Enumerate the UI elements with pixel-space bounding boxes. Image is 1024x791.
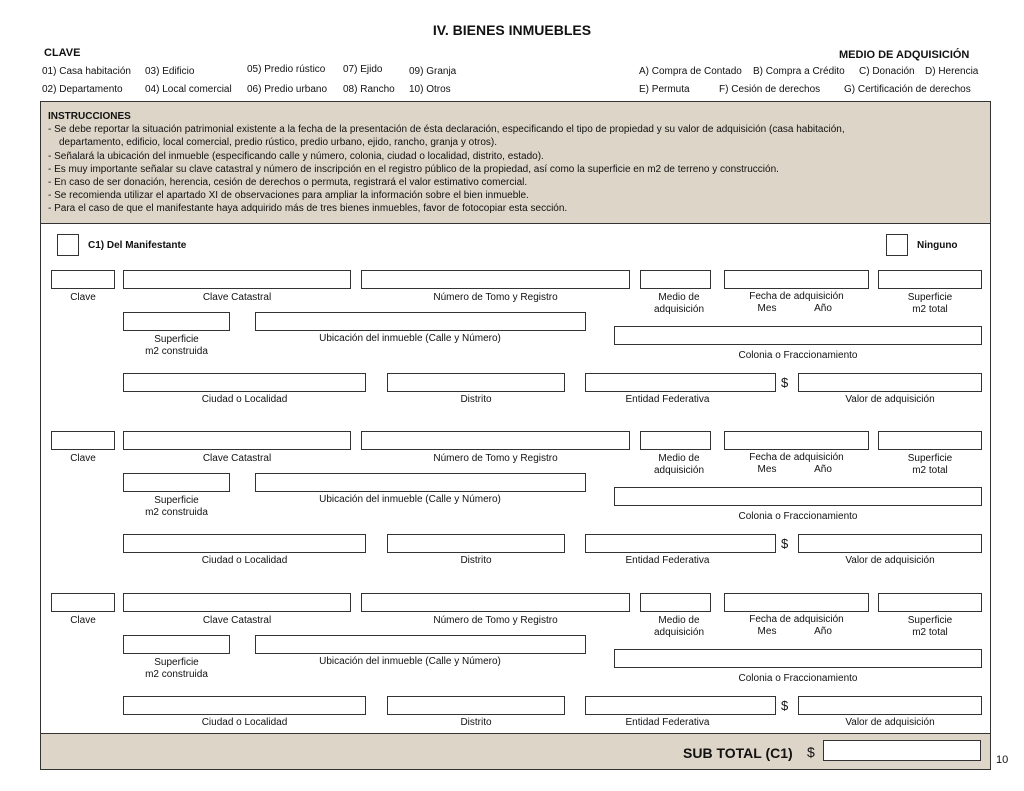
- instruction-line: - Se recomienda utilizar el apartado XI de observaciones para ampliar la información sobre el bien inmueble.: [48, 190, 529, 202]
- tomo-registro-field[interactable]: [361, 593, 630, 612]
- clave-code: 05) Predio rústico: [247, 64, 326, 75]
- entidad-field[interactable]: [585, 534, 776, 553]
- clave-catastral-label: Clave Catastral: [202, 292, 272, 303]
- subtotal-label: SUB TOTAL (C1): [683, 745, 793, 761]
- currency-symbol: $: [781, 698, 789, 713]
- mes-label: Mes: [757, 464, 777, 475]
- colonia-field[interactable]: [614, 326, 982, 345]
- distrito-label: Distrito: [460, 555, 492, 566]
- tomo-registro-label: Número de Tomo y Registro: [433, 615, 558, 626]
- superficie-total-label: Superficie: [907, 453, 953, 464]
- clave-field[interactable]: [51, 270, 115, 289]
- tomo-registro-label: Número de Tomo y Registro: [433, 292, 558, 303]
- instruction-line: - Señalará la ubicación del inmueble (especificando calle y número, colonia, ciudad o localidad, distrito, estado).: [48, 150, 544, 162]
- ninguno-checkbox[interactable]: [886, 234, 908, 256]
- clave-label: Clave: [70, 453, 96, 464]
- clave-catastral-field[interactable]: [123, 593, 351, 612]
- ciudad-field[interactable]: [123, 534, 366, 553]
- superficie-total-label: m2 total: [912, 465, 948, 476]
- superficie-construida-label: Superficie: [154, 495, 199, 506]
- colonia-label: Colonia o Fraccionamiento: [738, 350, 858, 361]
- clave-code: 03) Edificio: [145, 66, 195, 77]
- colonia-field[interactable]: [614, 487, 982, 506]
- medio-field[interactable]: [640, 270, 711, 289]
- fecha-field[interactable]: [724, 593, 869, 612]
- entidad-field[interactable]: [585, 373, 776, 392]
- medio-code: C) Donación: [859, 66, 915, 77]
- colonia-label: Colonia o Fraccionamiento: [738, 673, 858, 684]
- fecha-label: Fecha de adquisición: [749, 614, 844, 625]
- fecha-label: Fecha de adquisición: [749, 452, 844, 463]
- clave-code: 09) Granja: [409, 66, 457, 77]
- clave-catastral-label: Clave Catastral: [202, 453, 272, 464]
- clave-field[interactable]: [51, 593, 115, 612]
- clave-field[interactable]: [51, 431, 115, 450]
- medio-label: adquisición: [653, 465, 705, 476]
- instruction-line: departamento, edificio, local comercial, predio rústico, predio urbano, ejido, rancho, granja y otros).: [59, 137, 498, 149]
- colonia-label: Colonia o Fraccionamiento: [738, 511, 858, 522]
- ciudad-label: Ciudad o Localidad: [201, 394, 288, 405]
- entidad-label: Entidad Federativa: [625, 394, 710, 405]
- medio-code: A) Compra de Contado: [639, 66, 742, 77]
- medio-field[interactable]: [640, 431, 711, 450]
- valor-field[interactable]: [798, 696, 982, 715]
- medio-code: G) Certificación de derechos: [844, 84, 971, 95]
- instruction-line: - Para el caso de que el manifestante haya adquirido más de tres bienes inmuebles, favor de fotocopiar esta sección.: [48, 203, 568, 215]
- anio-label: Año: [814, 626, 832, 637]
- instructions-panel: [40, 101, 991, 224]
- currency-symbol: $: [781, 536, 789, 551]
- mes-label: Mes: [757, 626, 777, 637]
- ubicacion-label: Ubicación del inmueble (Calle y Número): [319, 494, 501, 505]
- tomo-registro-label: Número de Tomo y Registro: [433, 453, 558, 464]
- subtotal-currency: $: [807, 744, 815, 760]
- medio-label: Medio de: [658, 453, 700, 464]
- distrito-field[interactable]: [387, 534, 565, 553]
- valor-label: Valor de adquisición: [845, 717, 935, 728]
- distrito-label: Distrito: [460, 394, 492, 405]
- c1-label: C1) Del Manifestante: [88, 240, 187, 251]
- superficie-construida-label: Superficie: [154, 657, 199, 668]
- instruction-line: - Se debe reportar la situación patrimonial existente a la fecha de la presentación de ésta declaración, especificando el tipo de propiedad y su valor de adquisición (casa habitación,: [48, 124, 845, 136]
- tomo-registro-field[interactable]: [361, 431, 630, 450]
- clave-label: Clave: [70, 615, 96, 626]
- ciudad-label: Ciudad o Localidad: [201, 717, 288, 728]
- medio-label: adquisición: [653, 627, 705, 638]
- clave-code: 04) Local comercial: [145, 84, 232, 95]
- medio-code: E) Permuta: [639, 84, 690, 95]
- ubicacion-label: Ubicación del inmueble (Calle y Número): [319, 656, 501, 667]
- entidad-label: Entidad Federativa: [625, 555, 710, 566]
- superficie-construida-field[interactable]: [123, 312, 230, 331]
- ciudad-field[interactable]: [123, 696, 366, 715]
- valor-field[interactable]: [798, 373, 982, 392]
- mes-label: Mes: [757, 303, 777, 314]
- distrito-label: Distrito: [460, 717, 492, 728]
- superficie-construida-label: Superficie: [154, 334, 199, 345]
- clave-code: 10) Otros: [409, 84, 451, 95]
- medio-code: F) Cesión de derechos: [719, 84, 821, 95]
- anio-label: Año: [814, 464, 832, 475]
- fecha-label: Fecha de adquisición: [749, 291, 844, 302]
- clave-code: 01) Casa habitación: [42, 66, 131, 77]
- distrito-field[interactable]: [387, 373, 565, 392]
- entidad-label: Entidad Federativa: [625, 717, 710, 728]
- medio-label: Medio de: [658, 615, 700, 626]
- currency-symbol: $: [781, 375, 789, 390]
- distrito-field[interactable]: [387, 696, 565, 715]
- clave-catastral-label: Clave Catastral: [202, 615, 272, 626]
- superficie-construida-label: m2 construida: [145, 346, 208, 357]
- fecha-field[interactable]: [724, 270, 869, 289]
- section-title: IV. BIENES INMUEBLES: [432, 22, 592, 38]
- superficie-total-label: Superficie: [907, 292, 953, 303]
- ubicacion-field[interactable]: [255, 635, 586, 654]
- colonia-field[interactable]: [614, 649, 982, 668]
- medio-label: Medio de: [658, 292, 700, 303]
- c1-checkbox[interactable]: [57, 234, 79, 256]
- ubicacion-field[interactable]: [255, 473, 586, 492]
- valor-field[interactable]: [798, 534, 982, 553]
- superficie-total-field[interactable]: [878, 431, 982, 450]
- ubicacion-field[interactable]: [255, 312, 586, 331]
- superficie-total-field[interactable]: [878, 270, 982, 289]
- fecha-field[interactable]: [724, 431, 869, 450]
- instruction-line: - En caso de ser donación, herencia, cesión de derechos o permuta, registrará el valor estimativo comercial.: [48, 177, 528, 189]
- superficie-construida-label: m2 construida: [145, 507, 208, 518]
- superficie-total-label: m2 total: [912, 304, 948, 315]
- superficie-construida-label: m2 construida: [145, 669, 208, 680]
- clave-label: Clave: [70, 292, 96, 303]
- superficie-total-label: Superficie: [907, 615, 953, 626]
- ubicacion-label: Ubicación del inmueble (Calle y Número): [319, 333, 501, 344]
- superficie-construida-field[interactable]: [123, 635, 230, 654]
- clave-catastral-field[interactable]: [123, 431, 351, 450]
- clave-code: 02) Departamento: [42, 84, 123, 95]
- tomo-registro-field[interactable]: [361, 270, 630, 289]
- clave-catastral-field[interactable]: [123, 270, 351, 289]
- medio-code: D) Herencia: [925, 66, 979, 77]
- clave-code: 06) Predio urbano: [247, 84, 328, 95]
- instructions-heading: INSTRUCCIONES: [48, 111, 131, 122]
- valor-label: Valor de adquisición: [845, 394, 935, 405]
- medio-label: adquisición: [653, 304, 705, 315]
- anio-label: Año: [814, 303, 832, 314]
- valor-label: Valor de adquisición: [845, 555, 935, 566]
- clave-code: 07) Ejido: [343, 64, 383, 75]
- ninguno-label: Ninguno: [917, 240, 958, 251]
- clave-header: CLAVE: [44, 47, 81, 59]
- ciudad-field[interactable]: [123, 373, 366, 392]
- medio-code: B) Compra a Crédito: [753, 66, 845, 77]
- superficie-construida-field[interactable]: [123, 473, 230, 492]
- subtotal-field[interactable]: [823, 740, 981, 761]
- instruction-line: - Es muy importante señalar su clave catastral y número de inscripción en el registro público de la propiedad, así como la superficie en m2 de terreno y construcción.: [48, 163, 779, 175]
- ciudad-label: Ciudad o Localidad: [201, 555, 288, 566]
- entidad-field[interactable]: [585, 696, 776, 715]
- superficie-total-label: m2 total: [912, 627, 948, 638]
- clave-code: 08) Rancho: [343, 84, 395, 95]
- medio-field[interactable]: [640, 593, 711, 612]
- page-number: 10: [996, 754, 1009, 766]
- superficie-total-field[interactable]: [878, 593, 982, 612]
- medio-header: MEDIO DE ADQUISICIÓN: [839, 49, 970, 61]
